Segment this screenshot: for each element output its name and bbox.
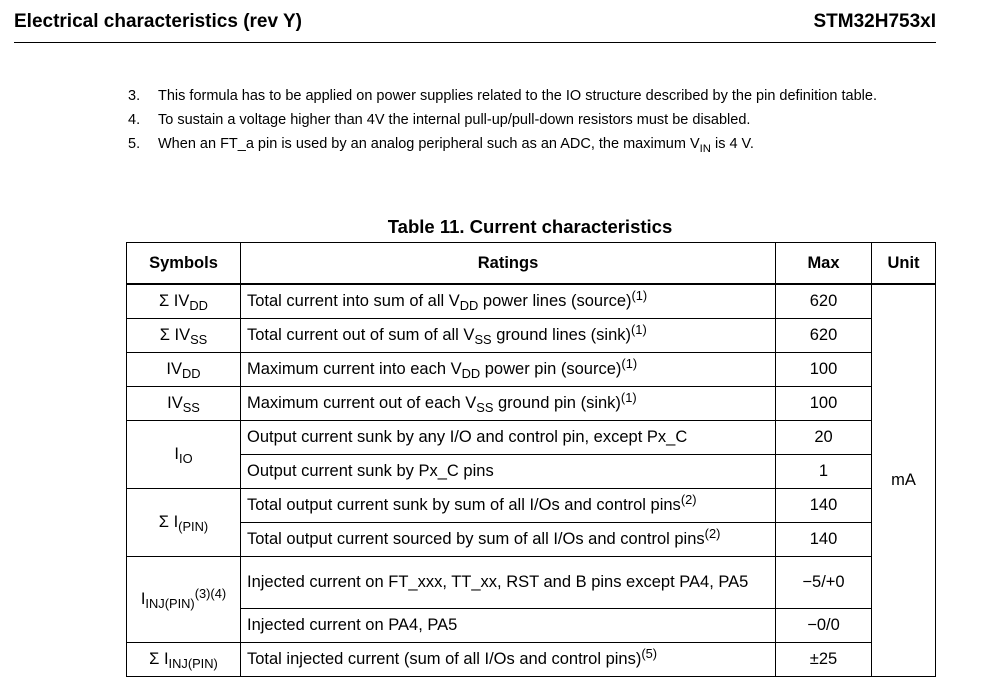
column-header-unit: Unit	[872, 243, 936, 285]
symbol-cell: Σ $I_{INJ(PIN)}$	[127, 643, 241, 677]
document-section-title: Electrical characteristics (rev Y)	[14, 11, 302, 32]
rating-cell: Total injected current (sum of all I/Os and control pins)$^{(5)}$	[241, 643, 776, 677]
footnote-5	[128, 136, 918, 157]
max-cell: ±25	[776, 643, 872, 677]
rating-cell: Maximum current out of each $V_{SS}$ ground pin $(\sin k)^{(1)}$	[241, 387, 776, 421]
symbol-cell: $I_{IO}$	[127, 421, 241, 489]
rating-cell: Injected current on PA4, PA5	[241, 609, 776, 643]
footnote-4	[128, 112, 918, 128]
symbol-cell: $I_{INJ(PIN)}^{(3)(4)}$	[127, 557, 241, 643]
symbol-cell: Σ $I_{(PIN)}$	[127, 489, 241, 557]
column-header-symbols: Symbols	[127, 243, 241, 285]
header-divider	[14, 42, 936, 43]
max-cell: −0/0	[776, 609, 872, 643]
rating-cell: Total output current sourced by sum of all I/Os and control pins$^{(2)}$	[241, 523, 776, 557]
table-caption: Table 11. Current characteristics	[387, 216, 673, 237]
table-row	[127, 643, 936, 677]
footnote-3	[128, 88, 918, 104]
table-row	[127, 455, 936, 489]
max-cell: 20	[776, 421, 872, 455]
table-row	[127, 353, 936, 387]
table-row	[127, 523, 936, 557]
footnote-text: When an FT_a pin is used by an analog peripheral such as an ADC, the maximum $V_{IN}$ is 4 V.	[158, 136, 754, 155]
table-row	[127, 387, 936, 421]
max-cell: 140	[776, 523, 872, 557]
symbol-cell: $IV_{SS}$	[127, 387, 241, 421]
max-cell: 100	[776, 353, 872, 387]
symbol-cell: $IV_{DD}$	[127, 353, 241, 387]
table-row	[127, 421, 936, 455]
footnote-text: To sustain a voltage higher than 4V the internal pull-up/pull-down resistors must be disabled.	[158, 112, 751, 128]
table-row	[127, 557, 936, 609]
max-cell: 620	[776, 319, 872, 353]
column-header-max: Max	[776, 243, 872, 285]
rating-cell: Output current sunk by Px_C pins	[241, 455, 776, 489]
document-part-number: STM32H753xI	[813, 11, 936, 32]
rating-cell: Total current out of sum of all $V_{SS}$ ground lines $(\sin k)^{(1)}$	[241, 319, 776, 353]
table-row	[127, 284, 936, 319]
rating-cell: Output current sunk by any I/O and control pin, except Px_C	[241, 421, 776, 455]
table-row	[127, 319, 936, 353]
footnote-number: 4.	[128, 112, 141, 128]
table-header-row	[127, 243, 936, 285]
unit-cell: mA	[872, 284, 936, 677]
max-cell: 1	[776, 455, 872, 489]
rating-cell: Maximum current into each $V_{DD}$ power pin (source)$^{(1)}$	[241, 353, 776, 387]
rating-cell: Total output current sunk by sum of all I/Os and control pins$^{(2)}$	[241, 489, 776, 523]
symbol-cell: Σ $IV_{SS}$	[127, 319, 241, 353]
table-row	[127, 609, 936, 643]
footnote-number: 5.	[128, 136, 141, 152]
column-header-ratings: Ratings	[241, 243, 776, 285]
footnotes	[128, 88, 918, 165]
max-cell: 100	[776, 387, 872, 421]
max-cell: 620	[776, 284, 872, 319]
footnote-text: This formula has to be applied on power supplies related to the IO structure described by the pin definition table.	[158, 88, 877, 104]
symbol-cell: Σ $IV_{DD}$	[127, 284, 241, 319]
max-cell: 140	[776, 489, 872, 523]
max-cell: −5/+0	[776, 557, 872, 609]
rating-cell: Injected current on FT_xxx, TT_xx, RST and B pins except PA4, PA5	[241, 557, 776, 609]
table-row	[127, 489, 936, 523]
current-characteristics-table	[126, 242, 936, 677]
footnote-number: 3.	[128, 88, 141, 104]
rating-cell: Total current into sum of all $V_{DD}$ power lines (source)$^{(1)}$	[241, 284, 776, 319]
